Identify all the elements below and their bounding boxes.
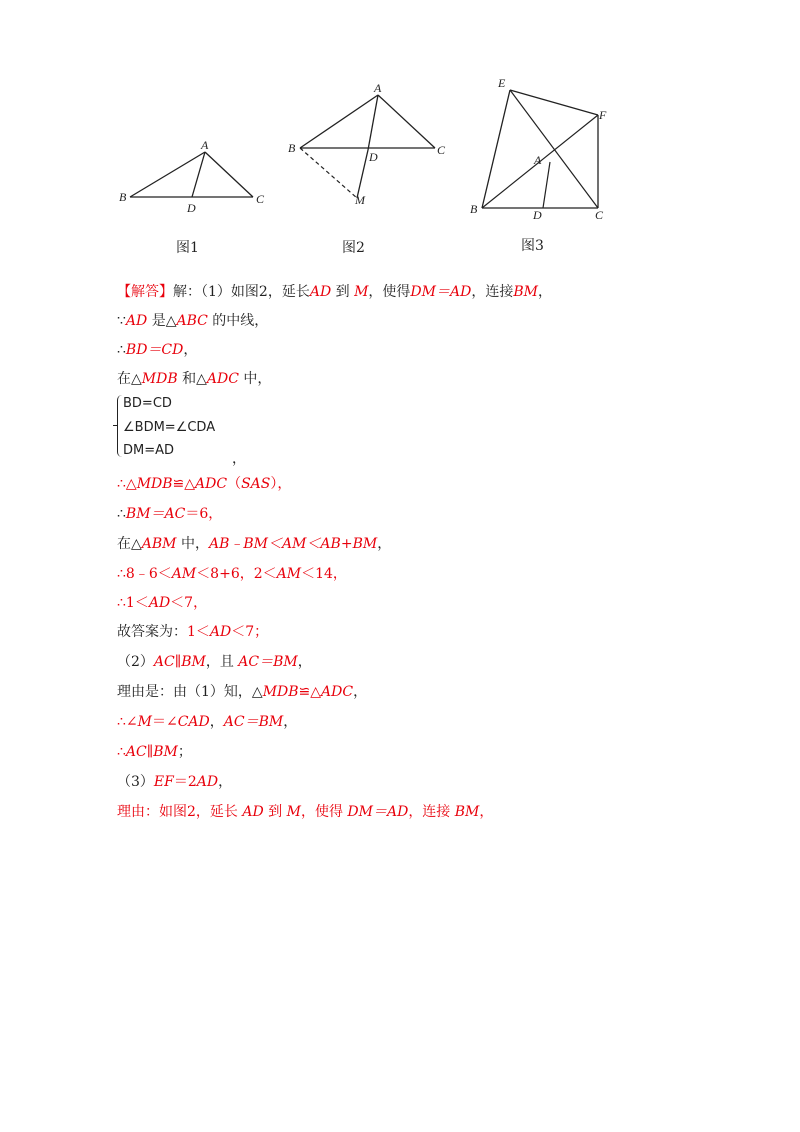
point-b-label: B	[119, 190, 127, 204]
solution-line-1: 【解答】解：（1）如图2，延长AD 到 M，使得DM＝AD，连接BM，	[117, 284, 552, 300]
point-c-label: C	[595, 208, 604, 222]
geometry-figures	[110, 70, 630, 260]
segment-ec	[510, 90, 598, 208]
point-a-label: A	[534, 153, 542, 167]
solution-line-11: （2）AC∥BM，且 AC＝BM，	[117, 654, 312, 670]
system-comma: ，	[232, 451, 246, 467]
solution-line-15: （3）EF＝2AD，	[117, 774, 233, 790]
solution-line-14: ∴AC∥BM；	[117, 744, 192, 760]
solution-line-16: 理由：如图2，延长 AD 到 M，使得 DM＝AD，连接 BM，	[117, 804, 494, 820]
point-d-label: D	[533, 208, 542, 222]
figure-3	[470, 76, 607, 254]
point-c-label: C	[256, 192, 265, 206]
segment-ad	[543, 162, 550, 208]
solution-line-5: ∴△MDB≌△ADC（SAS），	[117, 476, 292, 492]
point-b-label: B	[288, 141, 296, 155]
solution-line-7: 在△ABM 中，AB﹣BM＜AM＜AB+BM，	[117, 536, 392, 552]
point-e-label: E	[498, 76, 506, 90]
solution-line-3: ∴BD＝CD，	[117, 342, 198, 358]
segment-eb	[482, 90, 510, 208]
figure-1-caption: 图1	[176, 240, 199, 256]
answer-header: 【解答】	[117, 284, 173, 300]
segment-ac	[205, 152, 253, 197]
system-row-1: BD=CD	[123, 396, 172, 411]
solution-line-12: 理由是：由（1）知，△MDB≌△ADC，	[117, 684, 368, 700]
point-a-label: A	[201, 138, 209, 152]
figure-3-caption: 图3	[521, 238, 544, 254]
figure-1	[119, 138, 265, 256]
solution-line-10: 故答案为：1＜AD＜7；	[117, 624, 269, 640]
figure-2	[288, 81, 446, 256]
point-a-label: A	[374, 81, 382, 95]
point-m-label: M	[355, 193, 365, 207]
solution-line-6: ∴BM＝AC＝6，	[117, 506, 223, 522]
solution-line-8: ∴8﹣6＜AM＜8+6，2＜AM＜14，	[117, 566, 347, 582]
solution-line-4: 在△MDB 和△ADC 中，	[117, 371, 272, 387]
solution-line-13: ∴∠M＝∠CAD，AC＝BM，	[117, 714, 298, 730]
segment-bm-dashed	[300, 148, 357, 198]
segment-ad	[368, 95, 378, 150]
solution-line-9: ∴1＜AD＜7，	[117, 595, 208, 611]
segment-ab	[300, 95, 378, 148]
solution-line-2: ∵AD 是△ABC 的中线，	[117, 313, 269, 329]
segment-ef	[510, 90, 598, 115]
point-c-label: C	[437, 143, 446, 157]
point-b-label: B	[470, 202, 478, 216]
point-d-label: D	[369, 150, 378, 164]
equation-system	[117, 395, 297, 465]
segment-ac	[378, 95, 435, 148]
point-d-label: D	[187, 201, 196, 215]
point-f-label: F	[599, 108, 607, 122]
figure-2-caption: 图2	[342, 240, 365, 256]
system-row-2: ∠BDM=∠CDA	[123, 420, 216, 435]
system-row-3: DM=AD	[123, 443, 175, 458]
segment-dm	[357, 150, 368, 198]
